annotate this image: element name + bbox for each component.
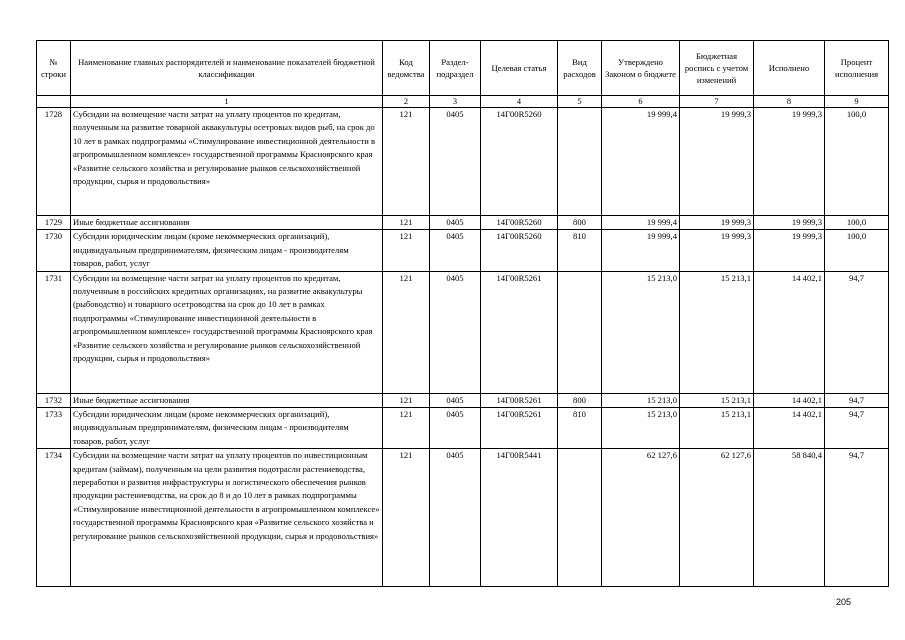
row-target-article: 14Г00R5260: [481, 230, 558, 271]
table-row: [37, 449, 889, 587]
column-number-row: [37, 96, 889, 108]
col-number: 1: [71, 96, 383, 108]
header-row: [37, 41, 889, 96]
row-approved: 19 999,4: [602, 230, 680, 271]
table-row: [37, 271, 889, 393]
row-executed: 58 840,4: [754, 449, 825, 587]
row-name: Субсидии на возмещение части затрат на уплату процентов по кредитам, полученным в российских кредитных организациях, на развитие аквакультуры (рыбоводство) и товарного осетроводства на срок до 10 лет в рамках подпрограммы «Стимулирование инвестиционной деятельности в агропромышленном комплексе» государственной программы Красноярского края «Развитие сельского хозяйства и регулирование рынков сельскохозяйственной продукции, сырья и продовольствия»: [71, 271, 383, 393]
table-body: [37, 108, 889, 587]
row-number: 1733: [37, 408, 71, 449]
row-percent: 100,0: [825, 216, 889, 230]
table-row: [37, 230, 889, 271]
header-expense-type: Вид расходов: [558, 41, 602, 96]
row-section: 0405: [430, 449, 481, 587]
row-name: Иные бюджетные ассигнования: [71, 216, 383, 230]
col-number: 6: [602, 96, 680, 108]
header-name: Наименование главных распорядителей и наименование показателей бюджетной классификации: [71, 41, 383, 96]
header-row-number: № строки: [37, 41, 71, 96]
row-target-article: 14Г00R5261: [481, 271, 558, 393]
header-budget-list: Бюджетная роспись с учетом изменений: [680, 41, 754, 96]
row-budget-list: 19 999,3: [680, 108, 754, 216]
header-section: Раздел- подраздел: [430, 41, 481, 96]
row-executed: 14 402,1: [754, 393, 825, 407]
col-number: 7: [680, 96, 754, 108]
row-approved: 19 999,4: [602, 108, 680, 216]
row-approved: 15 213,0: [602, 408, 680, 449]
row-expense-type: 800: [558, 393, 602, 407]
row-number: 1732: [37, 393, 71, 407]
row-section: 0405: [430, 271, 481, 393]
row-executed: 19 999,3: [754, 108, 825, 216]
budget-table: [36, 40, 889, 587]
row-percent: 100,0: [825, 230, 889, 271]
row-percent: 94,7: [825, 408, 889, 449]
table-header: [37, 41, 889, 108]
row-section: 0405: [430, 230, 481, 271]
col-number: 3: [430, 96, 481, 108]
row-name: Субсидии на возмещение части затрат на уплату процентов по инвестиционным кредитам (займам), полученным на цели развития подотрасли растениеводства, переработки и развития инфраструктуры и логистического обеспечения рынков продукции растениеводства, на срок до 8 и до 10 лет в рамках подпрограммы «Стимулирование инвестиционной деятельности в агропромышленном комплексе» государственной программы Красноярского края «Развитие сельского хозяйства и регулирование рынков сельскохозяйственной продукции, сырья и продовольствия»: [71, 449, 383, 587]
row-number: 1729: [37, 216, 71, 230]
row-section: 0405: [430, 408, 481, 449]
header-executed: Исполнено: [754, 41, 825, 96]
row-target-article: 14Г00R5261: [481, 393, 558, 407]
row-approved: 19 999,4: [602, 216, 680, 230]
row-name: Субсидии на возмещение части затрат на уплату процентов по кредитам, полученным на развитие товарной аквакультуры осетровых видов рыб, на срок до 10 лет в рамках подпрограммы «Стимулирование инвестиционной деятельности в агропромышленном комплексе» государственной программы Красноярского края «Развитие сельского хозяйства и регулирование рынков сельскохозяйственной продукции, сырья и продовольствия»: [71, 108, 383, 216]
row-budget-list: 19 999,3: [680, 230, 754, 271]
row-executed: 14 402,1: [754, 271, 825, 393]
header-target-article: Целевая статья: [481, 41, 558, 96]
row-budget-list: 15 213,1: [680, 393, 754, 407]
row-expense-type: 810: [558, 230, 602, 271]
col-number: 4: [481, 96, 558, 108]
row-name: Иные бюджетные ассигнования: [71, 393, 383, 407]
row-expense-type: 800: [558, 216, 602, 230]
row-section: 0405: [430, 108, 481, 216]
row-budget-list: 15 213,1: [680, 271, 754, 393]
row-approved: 15 213,0: [602, 393, 680, 407]
row-executed: 19 999,3: [754, 230, 825, 271]
row-dept-code: 121: [383, 216, 430, 230]
table-row: [37, 393, 889, 407]
col-number: 5: [558, 96, 602, 108]
col-number: 2: [383, 96, 430, 108]
row-dept-code: 121: [383, 393, 430, 407]
row-number: 1734: [37, 449, 71, 587]
row-percent: 94,7: [825, 393, 889, 407]
row-executed: 19 999,3: [754, 216, 825, 230]
row-expense-type: [558, 449, 602, 587]
row-expense-type: 810: [558, 408, 602, 449]
row-budget-list: 15 213,1: [680, 408, 754, 449]
row-expense-type: [558, 271, 602, 393]
row-name: Субсидии юридическим лицам (кроме некоммерческих организаций), индивидуальным предпринимателям, физическим лицам - производителям товаров, работ, услуг: [71, 408, 383, 449]
table-row: [37, 408, 889, 449]
row-dept-code: 121: [383, 230, 430, 271]
row-number: 1730: [37, 230, 71, 271]
col-number: 9: [825, 96, 889, 108]
page-number: 205: [836, 597, 852, 607]
row-target-article: 14Г00R5260: [481, 108, 558, 216]
row-section: 0405: [430, 216, 481, 230]
row-percent: 94,7: [825, 449, 889, 587]
col-number: 8: [754, 96, 825, 108]
row-target-article: 14Г00R5260: [481, 216, 558, 230]
row-budget-list: 19 999,3: [680, 216, 754, 230]
header-percent: Процент исполнения: [825, 41, 889, 96]
row-percent: 100,0: [825, 108, 889, 216]
row-number: 1731: [37, 271, 71, 393]
row-executed: 14 402,1: [754, 408, 825, 449]
budget-sheet: [36, 40, 888, 587]
row-target-article: 14Г00R5441: [481, 449, 558, 587]
row-dept-code: 121: [383, 449, 430, 587]
row-approved: 15 213,0: [602, 271, 680, 393]
row-target-article: 14Г00R5261: [481, 408, 558, 449]
row-name: Субсидии юридическим лицам (кроме некоммерческих организаций), индивидуальным предпринимателям, физическим лицам - производителям товаров, работ, услуг: [71, 230, 383, 271]
row-approved: 62 127,6: [602, 449, 680, 587]
row-budget-list: 62 127,6: [680, 449, 754, 587]
col-number-1: [37, 96, 71, 108]
row-percent: 94,7: [825, 271, 889, 393]
row-section: 0405: [430, 393, 481, 407]
row-dept-code: 121: [383, 108, 430, 216]
row-expense-type: [558, 108, 602, 216]
table-row: [37, 216, 889, 230]
row-number: 1728: [37, 108, 71, 216]
row-dept-code: 121: [383, 408, 430, 449]
header-approved: Утверждено Законом о бюджете: [602, 41, 680, 96]
row-dept-code: 121: [383, 271, 430, 393]
header-dept-code: Код ведомства: [383, 41, 430, 96]
table-row: [37, 108, 889, 216]
